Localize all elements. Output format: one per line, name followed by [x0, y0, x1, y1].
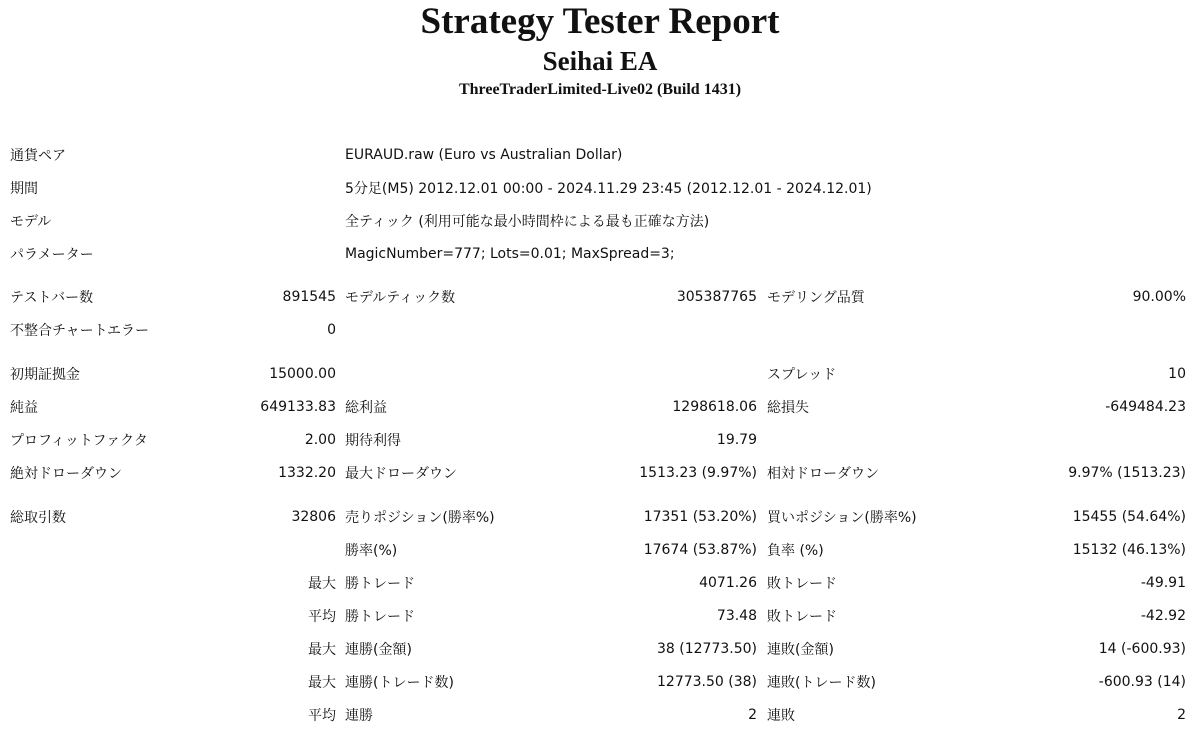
- stats-table: [0, 280, 1200, 731]
- trades-row-cons-count: [0, 665, 1200, 698]
- ea-name: Seihai EA: [542, 46, 658, 76]
- cons-losses-money-label: 連敗(金額): [767, 641, 834, 658]
- cons-wins-money-value: 38 (12773.50): [657, 640, 757, 657]
- symbol-label: 通貨ペア: [10, 147, 66, 164]
- deposit-value: 15000.00: [269, 365, 336, 382]
- trades-row-avg-cons: [0, 698, 1200, 731]
- long-label: 買いポジション(勝率%): [767, 509, 917, 526]
- avg-cons-losses-label: 連敗: [767, 707, 795, 724]
- avg-win-label: 勝トレード: [345, 608, 415, 625]
- total-trades-value: 32806: [291, 508, 336, 525]
- cons-losses-count-value: -600.93 (14): [1098, 673, 1186, 690]
- cons-money-prefix: 最大: [308, 641, 336, 658]
- avg-cons-prefix: 平均: [308, 707, 336, 724]
- ticks-value: 305387765: [676, 288, 757, 305]
- net-label: 純益: [10, 399, 38, 416]
- quality-value: 90.00%: [1132, 288, 1186, 305]
- payoff-value: 19.79: [716, 431, 757, 448]
- gross-profit-value: 1298618.06: [672, 398, 757, 415]
- gross-profit-label: 総利益: [345, 399, 387, 416]
- trades-row-total: [0, 500, 1200, 533]
- params-value: MagicNumber=777; Lots=0.01; MaxSpread=3;: [345, 245, 675, 262]
- largest-loss-value: -49.91: [1140, 574, 1186, 591]
- report-table: [0, 138, 1200, 270]
- win-value: 17674 (53.87%): [643, 541, 757, 558]
- info-row-period: [0, 171, 1200, 204]
- model-value: 全ティック (利用可能な最小時間枠による最も正確な方法): [345, 213, 710, 230]
- loss-label: 負率 (%): [767, 542, 824, 559]
- model-label: モデル: [10, 213, 52, 230]
- stats-row-net: [0, 390, 1200, 423]
- abs-dd-value: 1332.20: [278, 464, 336, 481]
- avg-loss-value: -42.92: [1140, 607, 1186, 624]
- avg-cons-wins-value: 2: [748, 706, 757, 723]
- spread-value: 10: [1168, 365, 1186, 382]
- trades-row-average: [0, 599, 1200, 632]
- pf-value: 2.00: [304, 431, 336, 448]
- period-value: 5分足(M5) 2012.12.01 00:00 - 2024.11.29 23:45 (2012.12.01 - 2024.12.01): [345, 180, 872, 197]
- avg-loss-label: 敗トレード: [767, 608, 837, 625]
- max-dd-value: 1513.23 (9.97%): [639, 464, 757, 481]
- loss-value: 15132 (46.13%): [1072, 541, 1186, 558]
- info-row-symbol: [0, 138, 1200, 171]
- largest-win-value: 4071.26: [699, 574, 757, 591]
- server-build: ThreeTraderLimited-Live02 (Build 1431): [458, 81, 742, 98]
- pf-label: プロフィットファクタ: [10, 432, 148, 449]
- largest-win-label: 勝トレード: [345, 575, 415, 592]
- rel-dd-value: 9.97% (1513.23): [1068, 464, 1186, 481]
- max-dd-label: 最大ドローダウン: [345, 465, 457, 482]
- largest-prefix: 最大: [308, 575, 336, 592]
- short-label: 売りポジション(勝率%): [345, 509, 495, 526]
- short-value: 17351 (53.20%): [643, 508, 757, 525]
- total-trades-label: 総取引数: [10, 509, 66, 526]
- info-row-model: [0, 204, 1200, 237]
- avg-cons-wins-label: 連勝: [345, 707, 373, 724]
- long-value: 15455 (54.64%): [1072, 508, 1186, 525]
- deposit-label: 初期証拠金: [10, 366, 80, 383]
- quality-label: モデリング品質: [767, 289, 865, 306]
- trades-row-largest: [0, 566, 1200, 599]
- report-title: Strategy Tester Report: [420, 1, 780, 42]
- abs-dd-label: 絶対ドローダウン: [10, 465, 122, 482]
- cons-wins-money-label: 連勝(金額): [345, 641, 412, 658]
- cons-losses-count-label: 連敗(トレード数): [767, 674, 876, 691]
- cons-wins-count-value: 12773.50 (38): [657, 673, 757, 690]
- stats-row-drawdown: [0, 456, 1200, 489]
- cons-losses-money-value: 14 (-600.93): [1098, 640, 1186, 657]
- stats-row-deposit: [0, 357, 1200, 390]
- bars-label: テストバー数: [10, 289, 94, 306]
- symbol-value: EURAUD.raw (Euro vs Australian Dollar): [345, 146, 623, 163]
- stats-row-bars: [0, 280, 1200, 313]
- average-prefix: 平均: [308, 608, 336, 625]
- avg-cons-losses-value: 2: [1177, 706, 1186, 723]
- trades-row-cons-money: [0, 632, 1200, 665]
- payoff-label: 期待利得: [345, 432, 401, 449]
- mismatch-value: 0: [327, 321, 336, 338]
- bars-value: 891545: [282, 288, 336, 305]
- ticks-label: モデルティック数: [345, 289, 456, 306]
- gross-loss-label: 総損失: [767, 399, 809, 416]
- largest-loss-label: 敗トレード: [767, 575, 837, 592]
- mismatch-label: 不整合チャートエラー: [10, 322, 150, 339]
- stats-row-mismatch: [0, 313, 1200, 346]
- cons-wins-count-label: 連勝(トレード数): [345, 674, 454, 691]
- stats-row-pf: [0, 423, 1200, 456]
- win-label: 勝率(%): [345, 542, 398, 559]
- spread-label: スプレッド: [767, 366, 837, 383]
- info-row-params: [0, 237, 1200, 270]
- gross-loss-value: -649484.23: [1105, 398, 1186, 415]
- cons-count-prefix: 最大: [308, 674, 336, 691]
- rel-dd-label: 相対ドローダウン: [767, 465, 879, 482]
- net-value: 649133.83: [260, 398, 336, 415]
- trades-row-winrate: [0, 533, 1200, 566]
- avg-win-value: 73.48: [716, 607, 757, 624]
- period-label: 期間: [10, 180, 38, 197]
- params-label: パラメーター: [10, 246, 94, 263]
